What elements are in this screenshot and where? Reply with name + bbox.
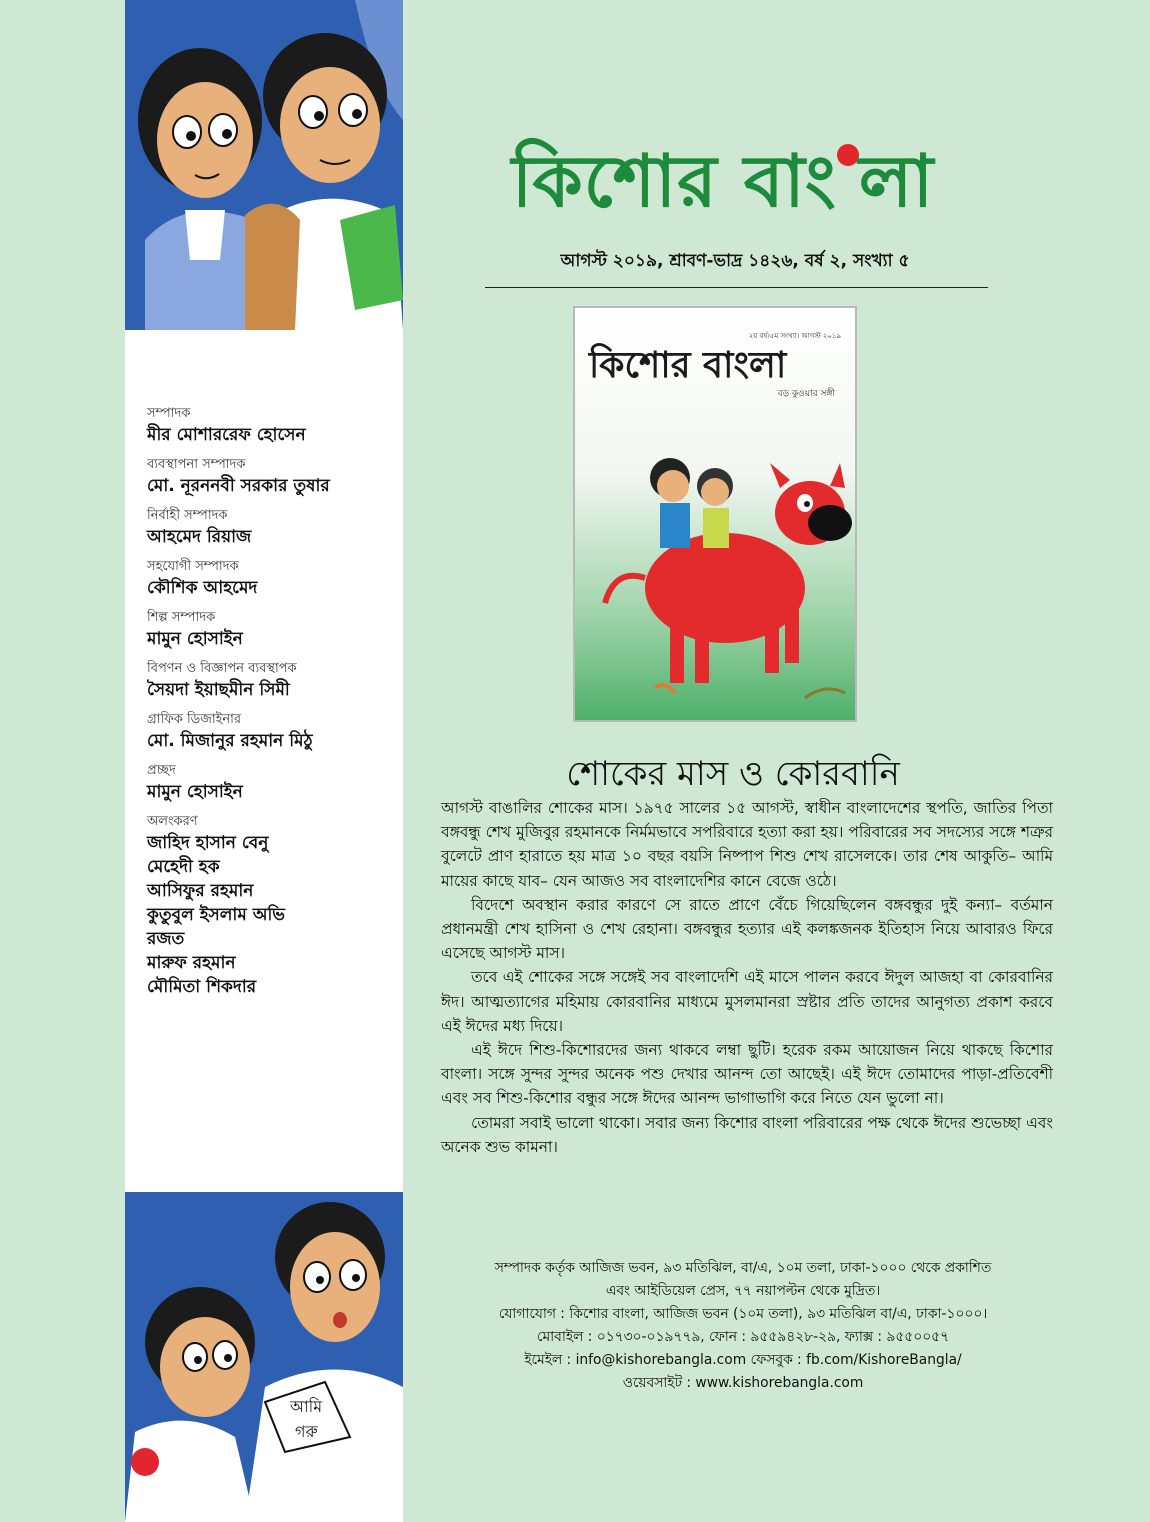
cover-issue-line: ২য় বর্ষ।৫ম সংখ্যা। আগস্ট ২০১৯ xyxy=(748,332,841,340)
credit-cover xyxy=(147,762,397,804)
sidebar xyxy=(125,0,403,1522)
main-content xyxy=(403,0,1150,1522)
credit-role: প্রচ্ছদ xyxy=(147,763,176,778)
cover-image xyxy=(573,306,857,722)
credit-name: আসিফুর রহমান xyxy=(147,881,254,901)
credit-role: নির্বাহী সম্পাদক xyxy=(147,508,228,523)
credit-editor xyxy=(147,405,397,447)
credit-role: ব্যবস্থাপনা সম্পাদক xyxy=(147,457,246,472)
divider xyxy=(485,287,988,288)
credits-list xyxy=(147,405,397,1008)
article-title: শোকের মাস ও কোরবানি xyxy=(566,754,900,794)
credit-name: মীর মোশাররেফ হোসেন xyxy=(147,425,306,445)
credit-name: মেহেদী হক xyxy=(147,857,220,877)
sign-text-line1: আমি xyxy=(290,1397,323,1416)
cartoon-illustration-top xyxy=(125,0,403,330)
cover-title: কিশোর বাংলা xyxy=(589,345,787,386)
credit-role: শিল্প সম্পাদক xyxy=(147,610,216,625)
credit-name: মারুফ রহমান xyxy=(147,953,236,973)
credit-name: কুতুবুল ইসলাম অভি xyxy=(147,905,285,925)
credit-name: মামুন হোসাইন xyxy=(147,629,243,649)
sign-text-line2: গরু xyxy=(295,1422,318,1441)
cartoon-illustration-bottom xyxy=(125,1192,403,1522)
masthead-title-right: লা xyxy=(858,139,935,223)
cover-subtitle: বড় কুওয়ার সঙ্গী xyxy=(777,389,835,399)
credit-name: মৌমিতা শিকদার xyxy=(147,977,257,997)
credit-name: কৌশিক আহমেদ xyxy=(147,578,258,598)
footer-line: সম্পাদক কর্তৃক আজিজ ভবন, ৯৩ মতিঝিল, বা/এ, ১০ম তলা, ঢাকা-১০০০ থেকে প্রকাশিত xyxy=(494,1260,992,1276)
footer-line: ওয়েবসাইট : www.kishorebangla.com xyxy=(622,1375,864,1391)
footer-line: মোবাইল : ০১৭৩০-০১৯৭৭৯, ফোন : ৯৫৫৯৪২৮-২৯, ফ্যাক্স : ৯৫৫০০৫৭ xyxy=(536,1329,950,1345)
credit-name: মো. মিজানুর রহমান মিঠু xyxy=(147,731,313,751)
cover-illustration xyxy=(575,418,855,718)
credit-role: অলংকরণ xyxy=(147,814,198,829)
article-paragraph: তবে এই শোকের সঙ্গে সঙ্গেই সব বাংলাদেশি এই মাসে পালন করবে ঈদুল আজহা বা কোরবানির ঈদ। আত্মত্যাগের মহিমায় কোরবানির মাধ্যমে মুসলমানরা স্রষ্টার প্রতি তাদের আনুগত্য প্রকাশ করবে এই ঈদের মধ্য দিয়ে। xyxy=(441,968,1053,1035)
credit-name: মো. নূরননবী সরকার তুষার xyxy=(147,476,330,496)
credit-role: বিপণন ও বিজ্ঞাপন ব্যবস্থাপক xyxy=(147,661,297,676)
credit-associate-editor xyxy=(147,558,397,600)
credit-illustration xyxy=(147,813,397,999)
masthead-title-left: কিশোর বাং xyxy=(511,139,837,223)
article-paragraph: বিদেশে অবস্থান করার কারণে সে রাতে প্রাণে বেঁচে গিয়েছিলেন বঙ্গবন্ধুর দুই কন্যা– বর্তমান প্রধানমন্ত্রী শেখ হাসিনা ও শেখ রেহানা। বঙ্গবন্ধুর হত্যার এই কলঙ্কজনক ইতিহাস নিয়ে আবারও ফিরে এসেছে আগস্ট মাস। xyxy=(441,895,1053,963)
credit-managing-editor xyxy=(147,456,397,498)
credit-name: মামুন হোসাইন xyxy=(147,782,243,802)
credit-name: সৈয়দা ইয়াছমীন সিমী xyxy=(147,680,290,700)
footer-line: এবং আইডিয়েল প্রেস, ৭৭ নয়াপল্টন থেকে মুদ্রিত। xyxy=(605,1283,881,1299)
credit-graphic-designer xyxy=(147,711,397,753)
masthead-title xyxy=(443,136,1003,226)
footer-line: যোগাযোগ : কিশোর বাংলা, আজিজ ভবন (১০ম তলা), ৯৩ মতিঝিল বা/এ, ঢাকা-১০০০। xyxy=(498,1306,988,1322)
red-dot-logo xyxy=(837,144,859,166)
credit-role: সম্পাদক xyxy=(147,406,191,421)
article-paragraph: এই ঈদে শিশু-কিশোরদের জন্য থাকবে লম্বা ছুটি। হরেক রকম আয়োজন নিয়ে থাকছে কিশোর বাংলা। সঙ্গে সুন্দর সুন্দর অনেক পশু দেখার আনন্দ তো আছেই। এই ঈদে তোমাদের পাড়া-প্রতিবেশী এবং সব শিশু-কিশোর বন্ধুর সঙ্গে ঈদের আনন্দ ভাগাভাগি করে নিতে যেন ভুলো না। xyxy=(441,1041,1053,1108)
article-paragraph: তোমরা সবাই ভালো থাকো। সবার জন্য কিশোর বাংলা পরিবারের পক্ষ থেকে ঈদের শুভেচ্ছা এবং অনেক শুভ কামনা। xyxy=(441,1113,1053,1156)
credit-executive-editor xyxy=(147,507,397,549)
article-paragraph: আগস্ট বাঙালির শোকের মাস। ১৯৭৫ সালের ১৫ আগস্ট, স্বাধীন বাংলাদেশের স্থপতি, জাতির পিতা বঙ্গবন্ধু শেখ মুজিবুর রহমানকে নির্মমভাবে সপরিবারে হত্যা করা হয়। পরিবারের সব সদস্যের সঙ্গে শত্রুর বুলেটে প্রাণ হারাতে হয় মাত্র ১০ বছর বয়সি নিষ্পাপ শিশু শেখ রাসেলকে। তার শেষ আকুতি– আমি মায়ের কাছে যাব– যেন আজও সব বাংলাদেশির কানে বেজে ওঠে। xyxy=(441,799,1053,890)
credit-role: সহযোগী সম্পাদক xyxy=(147,559,239,574)
credit-name: আহমেদ রিয়াজ xyxy=(147,527,252,547)
article-body xyxy=(441,796,1053,1159)
credit-name: রজত xyxy=(147,929,185,949)
credit-art-editor xyxy=(147,609,397,651)
credit-role: গ্রাফিক ডিজাইনার xyxy=(147,712,242,727)
issue-line: আগস্ট ২০১৯, শ্রাবণ-ভাদ্র ১৪২৬, বর্ষ ২, সংখ্যা ৫ xyxy=(560,251,910,271)
footer-line: ইমেইল : info@kishorebangla.com ফেসবুক : fb.com/KishoreBangla/ xyxy=(524,1352,962,1368)
publisher-footer xyxy=(433,1257,1053,1395)
credit-name: জাহিদ হাসান বেনু xyxy=(147,833,269,853)
credit-marketing-manager xyxy=(147,660,397,702)
